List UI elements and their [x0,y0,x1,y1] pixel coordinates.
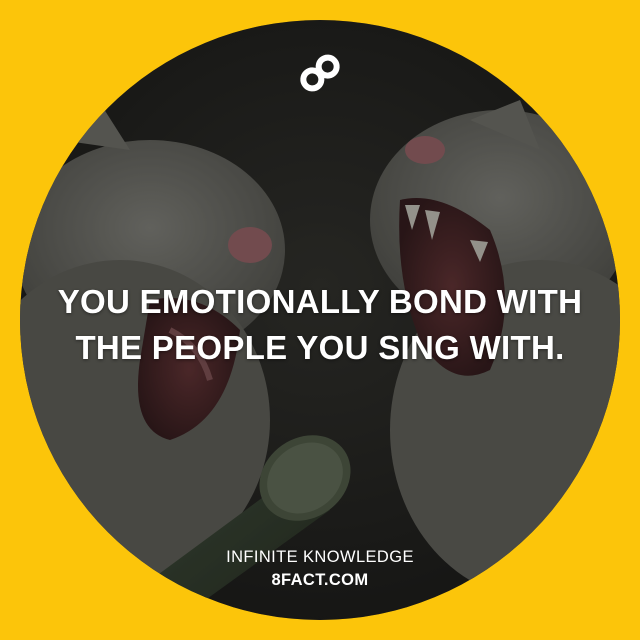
brand-tagline: INFINITE KNOWLEDGE [226,548,414,566]
fact-line-2: THE PEOPLE YOU SING WITH. [75,329,565,366]
fact-statement [40,279,600,371]
infinity-eight-icon [296,50,344,96]
fact-line-1: YOU EMOTIONALLY BOND WITH [57,283,583,320]
brand-website: 8FACT.COM [271,571,369,589]
